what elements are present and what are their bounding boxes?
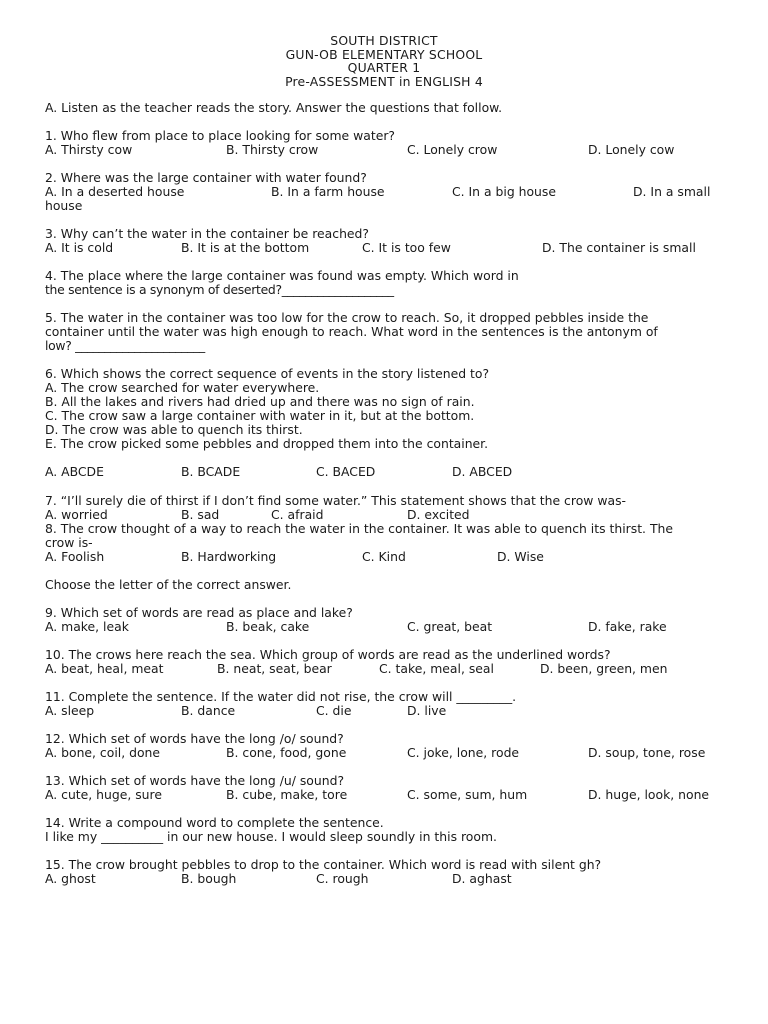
q6-option-d: D. ABCED xyxy=(452,464,513,479)
question-11: 11. Complete the sentence. If the water did not rise, the crow will _________. xyxy=(45,689,517,704)
question-14-line-2: I like my __________ in our new house. I would sleep soundly in this room. xyxy=(45,829,497,844)
q2-option-d: D. In a small xyxy=(633,184,711,199)
q12-option-d: D. soup, tone, rose xyxy=(588,745,706,760)
q13-option-a: A. cute, huge, sure xyxy=(45,787,162,802)
q13-option-b: B. cube, make, tore xyxy=(226,787,348,802)
q7-option-d: D. excited xyxy=(407,507,470,522)
q6-event-a: A. The crow searched for water everywhere. xyxy=(45,380,320,395)
question-1: 1. Who flew from place to place looking for some water? xyxy=(45,128,395,143)
question-10: 10. The crows here reach the sea. Which group of words are read as the underlined words? xyxy=(45,647,611,662)
question-7: 7. “I’ll surely die of thirst if I don’t find some water.” This statement shows that the crow was- xyxy=(45,493,626,508)
question-8-line-2: crow is- xyxy=(45,535,93,550)
q6-event-d: D. The crow was able to quench its thirst. xyxy=(45,422,303,437)
question-6: 6. Which shows the correct sequence of events in the story listened to? xyxy=(45,366,490,381)
document-header xyxy=(0,34,768,88)
q13-option-c: C. some, sum, hum xyxy=(407,787,528,802)
q8-option-b: B. Hardworking xyxy=(181,549,277,564)
q1-option-a: A. Thirsty cow xyxy=(45,142,133,157)
question-4-line-2: the sentence is a synonym of deserted?___________________ xyxy=(45,282,394,297)
q10-option-d: D. been, green, men xyxy=(540,661,668,676)
q10-option-c: C. take, meal, seal xyxy=(379,661,494,676)
q7-option-a: A. worried xyxy=(45,507,108,522)
school-title: GUN-OB ELEMENTARY SCHOOL xyxy=(285,46,483,62)
q6-option-c: C. BACED xyxy=(316,464,376,479)
q11-option-a: A. sleep xyxy=(45,703,95,718)
q1-option-b: B. Thirsty crow xyxy=(226,142,319,157)
question-3: 3. Why can’t the water in the container be reached? xyxy=(45,226,369,241)
question-8-line-1: 8. The crow thought of a way to reach the water in the container. It was able to quench its thirst. The xyxy=(45,521,673,536)
q2-option-c: C. In a big house xyxy=(452,184,556,199)
question-5-line-1: 5. The water in the container was too low for the crow to reach. So, it dropped pebbles inside the xyxy=(45,310,649,325)
q3-option-c: C. It is too few xyxy=(362,240,451,255)
q1-option-c: C. Lonely crow xyxy=(407,142,498,157)
q11-option-c: C. die xyxy=(316,703,352,718)
question-14-line-1: 14. Write a compound word to complete the sentence. xyxy=(45,815,384,830)
question-9: 9. Which set of words are read as place and lake? xyxy=(45,605,353,620)
q1-option-d: D. Lonely cow xyxy=(588,142,675,157)
q6-event-c: C. The crow saw a large container with water in it, but at the bottom. xyxy=(45,408,475,423)
q15-option-c: C. rough xyxy=(316,871,369,886)
part-a-instruction: A. Listen as the teacher reads the story. Answer the questions that follow. xyxy=(45,100,503,115)
q9-option-b: B. beak, cake xyxy=(226,619,310,634)
q15-option-b: B. bough xyxy=(181,871,237,886)
question-15: 15. The crow brought pebbles to drop to the container. Which word is read with silent gh? xyxy=(45,857,602,872)
q2-option-b: B. In a farm house xyxy=(271,184,385,199)
question-13: 13. Which set of words have the long /u/ sound? xyxy=(45,773,345,788)
q9-option-d: D. fake, rake xyxy=(588,619,667,634)
q11-option-d: D. live xyxy=(407,703,447,718)
question-4-line-1: 4. The place where the large container was found was empty. Which word in xyxy=(45,268,519,283)
q3-option-b: B. It is at the bottom xyxy=(181,240,310,255)
q10-option-b: B. neat, seat, bear xyxy=(217,661,332,676)
choose-instruction: Choose the letter of the correct answer. xyxy=(45,577,292,592)
q8-option-a: A. Foolish xyxy=(45,549,105,564)
quarter-title: QUARTER 1 xyxy=(347,60,421,76)
question-5-line-3: low? ______________________ xyxy=(45,338,205,353)
q7-option-c: C. afraid xyxy=(271,507,324,522)
q9-option-a: A. make, leak xyxy=(45,619,129,634)
q12-option-a: A. bone, coil, done xyxy=(45,745,161,760)
q12-option-b: B. cone, food, gone xyxy=(226,745,347,760)
q6-event-e: E. The crow picked some pebbles and dropped them into the container. xyxy=(45,436,489,451)
q15-option-d: D. aghast xyxy=(452,871,512,886)
question-12: 12. Which set of words have the long /o/ sound? xyxy=(45,731,344,746)
q3-option-d: D. The container is small xyxy=(542,240,696,255)
q12-option-c: C. joke, lone, rode xyxy=(407,745,520,760)
question-2: 2. Where was the large container with water found? xyxy=(45,170,367,185)
q6-option-b: B. BCADE xyxy=(181,464,241,479)
q3-option-a: A. It is cold xyxy=(45,240,114,255)
q15-option-a: A. ghost xyxy=(45,871,96,886)
assessment-title: Pre-ASSESSMENT in ENGLISH 4 xyxy=(285,73,483,89)
q8-option-c: C. Kind xyxy=(362,549,406,564)
q6-event-b: B. All the lakes and rivers had dried up and there was no sign of rain. xyxy=(45,394,475,409)
q2-option-a: A. In a deserted house xyxy=(45,184,185,199)
q11-option-b: B. dance xyxy=(181,703,236,718)
q10-option-a: A. beat, heal, meat xyxy=(45,661,164,676)
q2-option-d-wrap: house xyxy=(45,198,83,213)
q6-option-a: A. ABCDE xyxy=(45,464,104,479)
q7-option-b: B. sad xyxy=(181,507,220,522)
district-title: SOUTH DISTRICT xyxy=(330,33,438,48)
q8-option-d: D. Wise xyxy=(497,549,544,564)
q13-option-d: D. huge, look, none xyxy=(588,787,710,802)
question-5-line-2: container until the water was high enough to reach. What word in the sentences is the antonym of xyxy=(45,324,658,339)
q9-option-c: C. great, beat xyxy=(407,619,493,634)
